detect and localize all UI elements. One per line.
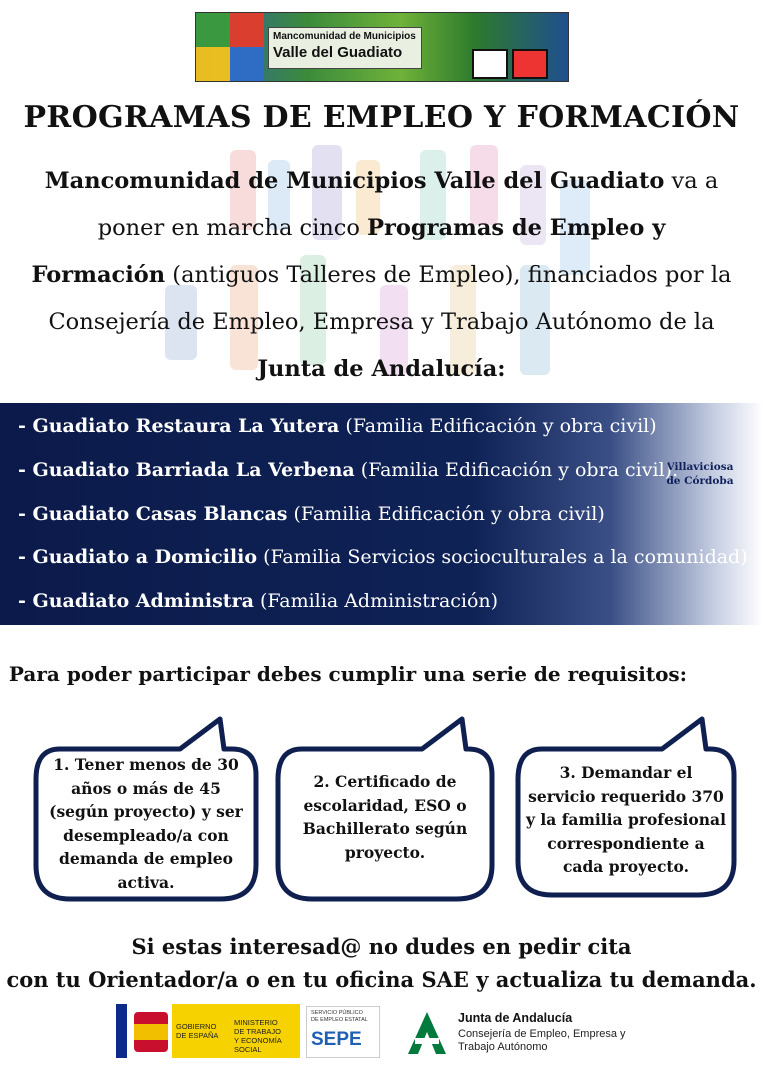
spain-shield-icon xyxy=(134,1012,168,1052)
intro-junta: Junta de Andalucía: xyxy=(257,356,506,382)
gobierno-sepe-logo xyxy=(116,1004,380,1058)
ministerio-text: MINISTERIO DE TRABAJO Y ECONOMÍA SOCIAL xyxy=(234,1018,282,1054)
requirement-bubble-3 xyxy=(512,715,740,901)
gobierno-text: GOBIERNO DE ESPAÑA xyxy=(176,1022,219,1040)
intro-text-1: va a poner en marcha cinco xyxy=(97,168,719,241)
requirement-text-2: 2. Certificado de escolaridad, ESO o Bachillerato según proyecto. xyxy=(302,772,468,862)
mancomunidad-logo xyxy=(195,12,569,82)
call-to-action xyxy=(0,930,763,996)
sepe-subtitle: SERVICIO PÚBLICO DE EMPLEO ESTATAL xyxy=(311,1010,368,1023)
page-title: PROGRAMAS DE EMPLEO Y FORMACIÓN xyxy=(23,100,740,135)
gobierno-yellow-block xyxy=(172,1004,300,1058)
logo-label-box xyxy=(268,27,422,69)
house-icon xyxy=(472,49,508,79)
requirement-text-1: 1. Tener menos de 30 años o más de 45 (según proyecto) y ser desempleado/a con demanda de empleo activa. xyxy=(49,755,243,892)
intro-programs: Programas de Empleo y Formación xyxy=(31,215,666,288)
requirements-title: Para poder participar debes cumplir una serie de requisitos: xyxy=(8,662,688,686)
junta-andalucia-icon xyxy=(406,1010,448,1056)
house-icon xyxy=(512,49,548,79)
sepe-box xyxy=(306,1006,380,1058)
intro-org: Mancomunidad de Municipios Valle del Guadiato xyxy=(44,168,665,194)
junta-name: Junta de Andalucía xyxy=(458,1011,573,1025)
sepe-label: SEPE xyxy=(311,1029,362,1050)
requirement-bubble-1 xyxy=(30,715,262,905)
intro-text-2: (antiguos Talleres de Empleo), financiados por la Consejería de Empleo, Empresa y Trabajo Autónomo de la xyxy=(48,262,732,335)
junta-department: Consejería de Empleo, Empresa y Trabajo Autónomo xyxy=(458,1028,626,1053)
eu-strip-icon xyxy=(116,1004,127,1058)
intro-paragraph xyxy=(30,158,733,393)
cta-line-1: Si estas interesad@ no dudes en pedir cita xyxy=(131,934,632,959)
requirement-text-3: 3. Demandar el servicio requerido 370 y la familia profesional correspondiente a cada proyecto. xyxy=(526,763,726,876)
program-item: - Guadiato Restaura La Yutera (Familia Edificación y obra civil) xyxy=(18,415,657,437)
requirement-bubble-2 xyxy=(272,715,498,905)
program-item: - Guadiato Barriada La Verbena (Familia Edificación y obra civil). xyxy=(18,459,679,481)
logo-big-text: Valle del Guadiato xyxy=(273,44,403,61)
program-item: - Guadiato Administra (Familia Administración) xyxy=(18,590,499,612)
program-item: - Guadiato Casas Blancas (Familia Edificación y obra civil) xyxy=(18,503,605,525)
cta-line-2: con tu Orientador/a o en tu oficina SAE y actualiza tu demanda. xyxy=(6,967,757,992)
logo-small-text: Mancomunidad de Municipios xyxy=(273,31,416,42)
logo-mosaic-icon xyxy=(196,13,264,81)
program-item: - Guadiato a Domicilio (Familia Servicios socioculturales a la comunidad) xyxy=(18,546,748,568)
program-location-note: Villaviciosa de Córdoba xyxy=(666,461,734,487)
